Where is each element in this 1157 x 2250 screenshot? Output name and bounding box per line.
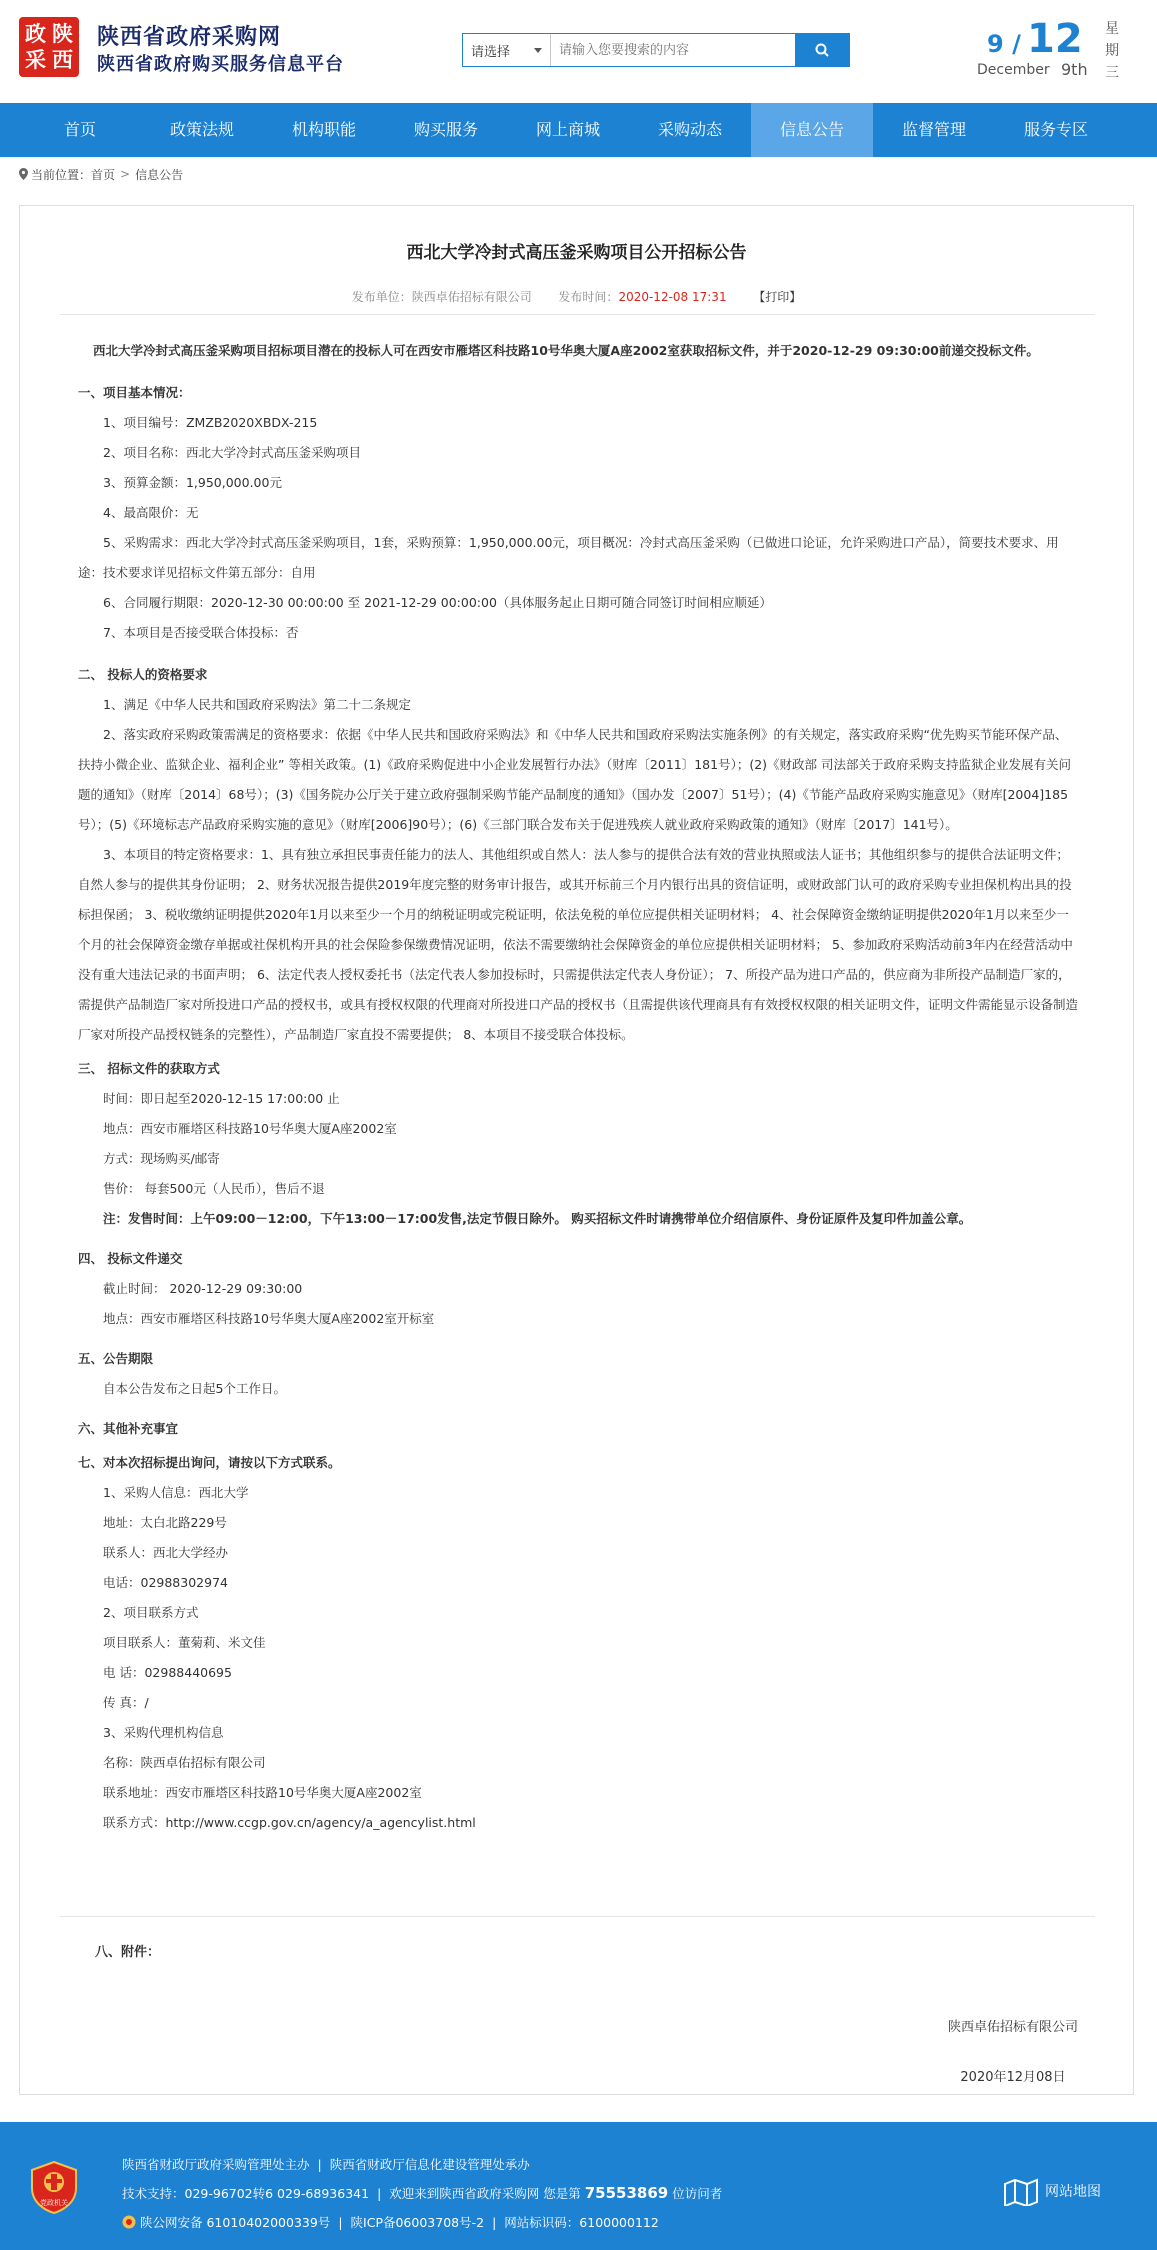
breadcrumb-home[interactable]: 首页 [91, 167, 116, 182]
list-item: 1、项目编号：ZMZB2020XBDX-215 [103, 415, 318, 430]
main-nav [0, 103, 1157, 157]
sitemap-link[interactable]: 网站地图 [1003, 2176, 1101, 2206]
list-item: 时间：即日起至2020-12-15 17:00:00 止 [103, 1091, 340, 1106]
list-item: 联系方式：http://www.ccgp.gov.cn/agency/a_agencylist.html [103, 1815, 476, 1830]
list-item: 自本公告发布之日起5个工作日。 [103, 1381, 286, 1396]
list-item: 3、本项目的特定资格要求：1、具有独立承担民事责任能力的法人、其他组织或自然人：法人参与的提供合法有效的营业执照或法人证书；其他组织参与的提供合法证明文件；自然人参与的提供其身份证明； 2、财务状况报告提供2019年度完整的财务审计报告，或其开标前三个月内银行出具的资信证明，或财政部门认可的政府采购专业担保机构出具的投标担保函； 3、税收缴纳证明提供2020年1月以来至少一个月的纳税证明或完税证明，依法免税的单位应提供相关证明材料； 4、社会保障资金缴纳证明提供2020年1月以来至少一个月的社会保障资金缴存单据或社保机构开具的社会保险参保缴费情况证明，依法不需要缴纳社会保障资金的单位应提供相关证明材料； 5、参加政府采购活动前3年内在经营活动中没有重大违法记录的书面声明； 6、法定代表人授权委托书（法定代表人参加投标时，只需提供法定代表人身份证）； 7、所投产品为进口产品的，供应商为非所投产品制造厂家的，需提供产品制造厂家对所投进口产品的授权书，或具有授权权限的代理商对所投进口产品的授权书（且需提供该代理商具有有效授权权限的相关证明文件，证明文件需能显示设备制造厂家对所投产品授权链条的完整性），产品制造厂家直投不需要提供； 8、本项目不接受联合体投标。 [78, 847, 1079, 1042]
logo-char: 西 [52, 48, 73, 72]
list-item: 地点：西安市雁塔区科技路10号华奥大厦A座2002室开标室 [103, 1311, 435, 1326]
sales-note: 注：发售时间：上午09:00－12:00，下午13:00－17:00发售,法定节假日除外。 购买招标文件时请携带单位介绍信原件、身份证原件及复印件加盖公章。 [103, 1211, 972, 1226]
footer-info [122, 2150, 722, 2237]
list-item: 电 话：02988440695 [103, 1665, 232, 1680]
publisher-label: 发布单位： [351, 290, 412, 304]
nav-item-agency[interactable]: 机构职能 [291, 120, 356, 139]
section-heading: 一、项目基本情况： [78, 385, 191, 400]
list-item: 5、采购需求：西北大学冷封式高压釜采购项目，1套，采购预算：1,950,000.00元，项目概况：冷封式高压釜采购（已做进口论证，允许采购进口产品），简要技术要求、用途：技术要求详见招标文件第五部分：自用 [78, 535, 1059, 580]
section-heading: 六、其他补充事宜 [78, 1421, 179, 1436]
nav-item-home[interactable]: 首页 [63, 120, 96, 139]
site-footer [0, 2122, 1157, 2250]
list-item: 3、预算金额：1,950,000.00元 [103, 475, 282, 490]
nav-item-supervision[interactable]: 监督管理 [901, 120, 966, 139]
divider [60, 1916, 1095, 1917]
search-category-select[interactable] [463, 34, 551, 66]
date-english-day: 9th [1061, 60, 1088, 79]
list-item: 传 真：/ [103, 1695, 149, 1710]
date-display [975, 14, 1145, 84]
article-meta [20, 288, 1133, 305]
section-heading: 四、 投标文件递交 [78, 1251, 183, 1266]
section-heading: 三、 招标文件的获取方式 [78, 1061, 220, 1076]
caret-down-icon [534, 48, 542, 53]
attachments-heading: 八、附件： [95, 1945, 161, 1960]
nav-item-announcements[interactable]: 信息公告 [751, 103, 873, 157]
article-title: 西北大学冷封式高压釜采购项目公开招标公告 [406, 243, 747, 263]
list-item: 地址：太白北路229号 [103, 1515, 227, 1530]
publish-time-label: 发布时间： [558, 290, 619, 304]
signature-date: 2020年12月08日 [960, 2070, 1066, 2085]
publisher: 陕西卓佑招标有限公司 [411, 290, 532, 304]
list-item: 地点：西安市雁塔区科技路10号华奥大厦A座2002室 [103, 1121, 397, 1136]
list-item: 方式：现场购买/邮寄 [103, 1151, 220, 1166]
site-subtitle: 陕西省政府购买服务信息平台 [97, 54, 344, 75]
search-button[interactable] [795, 34, 849, 66]
section-heading: 二、 投标人的资格要求 [78, 667, 208, 682]
logo-char: 采 [25, 48, 46, 72]
list-item: 联系人：西北大学经办 [103, 1545, 229, 1560]
party-government-emblem-icon[interactable] [30, 2160, 78, 2214]
logo-char: 政 [25, 22, 46, 46]
visitor-count: 75553869 [584, 2184, 669, 2202]
search-bar [462, 33, 850, 67]
search-icon [815, 43, 829, 57]
footer-line-support: 技术支持：029-96702转6 029-68936341 | 欢迎来到陕西省政府采购网 您是第 75553869 位访问者 [122, 2184, 723, 2202]
nav-item-policy[interactable]: 政策法规 [169, 120, 234, 139]
date-month: 9 / [987, 30, 1021, 58]
list-item: 截止时间： 2020-12-29 09:30:00 [103, 1281, 303, 1296]
print-button[interactable]: 【打印】 [753, 290, 802, 304]
map-icon [1003, 2176, 1039, 2206]
section-heading: 五、公告期限 [78, 1351, 154, 1366]
breadcrumb [19, 164, 183, 184]
date-day: 12 [1027, 16, 1083, 62]
search-input[interactable] [551, 34, 795, 66]
list-item: 1、采购人信息：西北大学 [103, 1485, 249, 1500]
signature-block [948, 2013, 1078, 2093]
list-item: 7、本项目是否接受联合体投标：否 [103, 625, 299, 640]
list-item: 1、满足《中华人民共和国政府采购法》第二十二条规定 [103, 697, 411, 712]
date-english-month: December [977, 62, 1050, 78]
nav-item-mall[interactable]: 网上商城 [535, 120, 600, 139]
list-item: 联系地址：西安市雁塔区科技路10号华奥大厦A座2002室 [103, 1785, 422, 1800]
article-frame [19, 205, 1134, 2095]
list-item: 项目联系人：董菊莉、米文佳 [103, 1635, 266, 1650]
search-select-label: 请选择 [471, 44, 511, 60]
list-item: 6、合同履行期限：2020-12-30 00:00:00 至 2021-12-29 00:00:00（具体服务起止日期可随合同签订时间相应顺延） [103, 595, 772, 610]
emblem-text: 党政机关 [40, 2199, 68, 2207]
publish-time: 2020-12-08 17:31 [618, 290, 727, 304]
article-body [78, 336, 1078, 1838]
nav-item-services[interactable]: 购买服务 [413, 120, 478, 139]
nav-item-service-zone[interactable]: 服务专区 [1023, 120, 1088, 139]
list-item: 2、落实政府采购政策需满足的资格要求：依据《中华人民共和国政府采购法》和《中华人民共和国政府采购法实施条例》的有关规定，落实政府采购“优先购买节能环保产品、扶持小微企业、监狱企业、福利企业” 等相关政策。(1)《政府采购促进中小企业发展暂行办法》（财库〔2011〕181号）；(2)《财政部 司法部关于政府采购支持监狱企业发展有关问题的通知》（财库〔2014〕68号）；(3)《国务院办公厅关于建立政府强制采购节能产品制度的通知》（国办发〔2007〕51号）；(4)《节能产品政府采购实施意见》（财库[2004]185号）；(5)《环境标志产品政府采购实施的意见》（财库[2006]90号）；(6)《三部门联合发布关于促进残疾人就业政府采购政策的通知》（财库〔2017〕141号）。 [78, 727, 1072, 832]
footer-line-hosts: 陕西省财政厅政府采购管理处主办 | 陕西省财政厅信息化建设管理处承办 [122, 2157, 530, 2172]
site-logo[interactable] [19, 17, 79, 77]
breadcrumb-current[interactable]: 信息公告 [135, 167, 184, 182]
divider [60, 314, 1095, 315]
list-item: 2、项目名称：西北大学冷封式高压釜采购项目 [103, 445, 361, 460]
police-badge-icon [122, 2215, 136, 2229]
footer-line-registration: 陕公网安备 61010402000339号 | 陕ICP备06003708号-2 | 网站标识码：6100000112 [122, 2208, 722, 2237]
site-header [0, 0, 1157, 103]
lead-paragraph: 西北大学冷封式高压釜采购项目招标项目潜在的投标人可在西安市雁塔区科技路10号华奥大厦A座2002室获取招标文件，并于2020-12-29 09:30:00前递交投标文件。 [93, 343, 1039, 358]
list-item: 名称：陕西卓佑招标有限公司 [103, 1755, 266, 1770]
weekday: 星 期 三 [1105, 21, 1119, 81]
list-item: 电话：02988302974 [103, 1575, 228, 1590]
site-name: 陕西省政府采购网 [97, 25, 282, 50]
breadcrumb-separator: > [120, 167, 131, 181]
signature-org: 陕西卓佑招标有限公司 [947, 2020, 1078, 2035]
logo-char: 陕 [52, 22, 73, 46]
location-pin-icon [19, 168, 28, 180]
list-item: 3、采购代理机构信息 [103, 1725, 224, 1740]
section-heading: 七、对本次招标提出询问，请按以下方式联系。 [78, 1455, 341, 1470]
list-item: 2、项目联系方式 [103, 1605, 199, 1620]
nav-item-news[interactable]: 采购动态 [657, 120, 722, 139]
breadcrumb-prefix: 当前位置： [31, 167, 92, 182]
list-item: 售价： 每套500元（人民币），售后不退 [103, 1181, 325, 1196]
list-item: 4、最高限价：无 [103, 505, 199, 520]
